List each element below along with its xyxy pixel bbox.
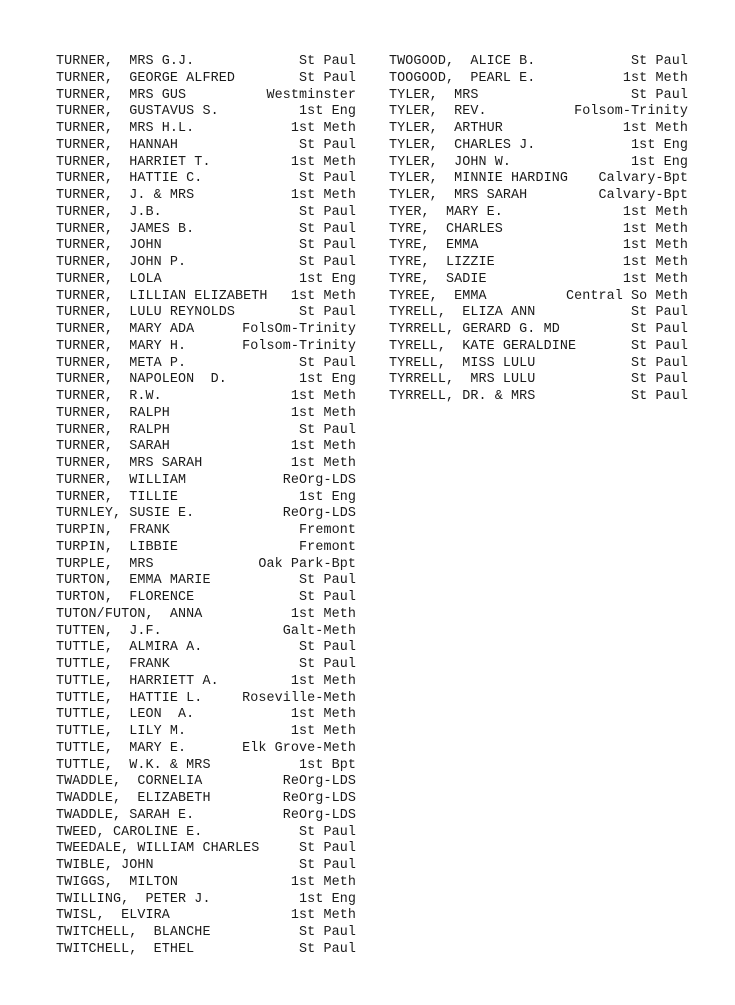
entry-church: St Paul — [631, 355, 688, 371]
entry-name: TURNER, LULU REYNOLDS — [56, 305, 235, 321]
list-item — [56, 523, 356, 540]
list-item — [56, 138, 356, 155]
entry-name: TUTTLE, HARRIETT A. — [56, 673, 219, 689]
entry-name: TURTON, FLORENCE — [56, 590, 195, 605]
list-item — [56, 155, 356, 172]
entry-name: TWEED, CAROLINE E. — [56, 824, 203, 840]
list-item — [56, 506, 356, 523]
list-item — [56, 356, 356, 373]
list-item — [56, 406, 356, 423]
list-item — [56, 657, 356, 674]
entry-church: St Paul — [299, 573, 356, 589]
list-item — [56, 121, 356, 138]
entry-name: TOOGOOD, PEARL E. — [389, 70, 536, 86]
list-item — [56, 54, 356, 71]
entry-name: TURNLEY, SUSIE E. — [56, 506, 195, 522]
entry-church: Folsom-Trinity — [574, 104, 688, 120]
entry-church: FolsOm-Trinity — [242, 322, 356, 337]
entry-church: 1st Eng — [299, 372, 356, 388]
entry-church: St Paul — [299, 137, 356, 153]
entry-church: 1st Eng — [299, 271, 356, 287]
list-item — [56, 322, 356, 339]
entry-name: TYRELL, MISS LULU — [389, 355, 536, 371]
list-item — [56, 624, 356, 641]
entry-name: TURNER, R.W. — [56, 389, 162, 404]
entry-church: St Paul — [299, 941, 356, 957]
entry-church: 1st Meth — [290, 707, 356, 723]
entry-name: TYLER, MRS — [389, 87, 479, 103]
entry-church: 1st Meth — [290, 874, 356, 890]
list-item — [389, 289, 688, 306]
entry-name: TURNER, MRS G.J. — [56, 54, 195, 69]
list-item — [56, 305, 356, 322]
list-item — [389, 138, 688, 155]
entry-name: TURNER, MARY H. — [56, 338, 187, 354]
list-item — [389, 238, 688, 255]
list-item — [56, 640, 356, 657]
entry-name: TUTTLE, ALMIRA A. — [56, 640, 203, 656]
entry-church: St Paul — [299, 657, 356, 672]
list-item — [56, 439, 356, 456]
entry-church: St Paul — [299, 171, 356, 187]
list-item — [389, 356, 688, 373]
entry-name: TWADDLE, ELIZABETH — [56, 791, 211, 806]
list-item — [56, 808, 356, 825]
list-item — [56, 339, 356, 356]
list-item — [56, 238, 356, 255]
entry-name: TYRE, SADIE — [389, 271, 487, 287]
entry-name: TURPLE, MRS — [56, 556, 154, 572]
entry-name: TURNER, HATTIE C. — [56, 171, 203, 187]
list-item — [389, 272, 688, 289]
entry-name: TWIGGS, MILTON — [56, 874, 179, 890]
list-item — [56, 590, 356, 607]
entry-church: Westminster — [266, 87, 356, 103]
list-item — [389, 188, 688, 205]
entry-name: TURNER, JOHN P. — [56, 255, 187, 270]
list-item — [56, 423, 356, 440]
entry-name: TYRE, LIZZIE — [389, 255, 495, 270]
entry-name: TYLER, ARTHUR — [389, 121, 503, 136]
entry-church: 1st Eng — [631, 154, 688, 170]
list-item — [56, 707, 356, 724]
entry-name: TYREE, EMMA — [389, 288, 487, 304]
list-item — [389, 255, 688, 272]
entry-church: St Paul — [299, 305, 356, 321]
entry-name: TWITCHELL, BLANCHE — [56, 925, 211, 940]
entry-church: St Paul — [631, 389, 688, 404]
entry-name: TURNER, WILLIAM — [56, 472, 187, 488]
entry-name: TURNER, MRS GUS — [56, 87, 187, 103]
list-item — [389, 322, 688, 339]
entry-name: TUTTLE, FRANK — [56, 657, 170, 672]
list-item — [56, 791, 356, 808]
entry-name: TURNER, HANNAH — [56, 137, 179, 153]
entry-church: St Paul — [299, 841, 356, 857]
entry-name: TURTON, EMMA MARIE — [56, 573, 211, 589]
entry-name: TUTTLE, LILY M. — [56, 724, 187, 739]
list-item — [56, 456, 356, 473]
entry-church: 1st Meth — [290, 154, 356, 170]
entry-name: TUTTLE, LEON A. — [56, 707, 195, 723]
entry-name: TURNER, JOHN — [56, 238, 162, 254]
list-item — [56, 389, 356, 406]
entry-name: TWILLING, PETER J. — [56, 891, 211, 907]
list-item — [56, 473, 356, 490]
list-item — [56, 774, 356, 791]
list-item — [56, 490, 356, 507]
list-item — [389, 389, 688, 406]
entry-church: Roseville-Meth — [242, 690, 356, 706]
entry-church: St Paul — [299, 640, 356, 656]
entry-name: TWADDLE, CORNELIA — [56, 774, 203, 790]
entry-church: 1st Meth — [290, 121, 356, 136]
entry-church: St Paul — [299, 925, 356, 940]
entry-name: TYRE, EMMA — [389, 238, 479, 254]
entry-name: TURNER, HARRIET T. — [56, 154, 211, 170]
entry-church: Fremont — [299, 523, 356, 538]
entry-church: 1st Meth — [290, 908, 356, 924]
entry-name: TYLER, MINNIE HARDING — [389, 171, 568, 187]
entry-church: St Paul — [631, 87, 688, 103]
entry-church: 1st Eng — [631, 137, 688, 153]
entry-church: 1st Meth — [622, 255, 688, 270]
entry-name: TYRELL, KATE GERALDINE — [389, 338, 577, 354]
entry-church: 1st Bpt — [299, 757, 356, 773]
entry-church: St Paul — [299, 355, 356, 371]
entry-name: TYER, MARY E. — [389, 204, 503, 220]
entry-name: TURNER, RALPH — [56, 405, 170, 421]
entry-church: 1st Eng — [299, 891, 356, 907]
entry-church: ReOrg-LDS — [282, 807, 356, 823]
entry-name: TURPIN, FRANK — [56, 523, 170, 538]
list-item — [389, 305, 688, 322]
entry-church: Fremont — [299, 539, 356, 555]
entry-church: St Paul — [299, 54, 356, 69]
list-item — [56, 88, 356, 105]
list-item — [56, 104, 356, 121]
entry-name: TUTTEN, J.F. — [56, 623, 162, 639]
entry-church: St Paul — [631, 305, 688, 321]
entry-church: 1st Meth — [290, 606, 356, 622]
entry-church: 1st Meth — [290, 456, 356, 471]
list-item — [56, 171, 356, 188]
list-item — [56, 557, 356, 574]
entry-church: St Paul — [299, 590, 356, 605]
list-item — [56, 875, 356, 892]
list-item — [56, 674, 356, 691]
entry-church: 1st Meth — [290, 724, 356, 739]
entry-name: TURNER, NAPOLEON D. — [56, 372, 227, 388]
entry-name: TURNER, J. & MRS — [56, 188, 195, 203]
list-item — [389, 54, 688, 71]
entry-church: 1st Meth — [622, 121, 688, 136]
entry-church: Calvary-Bpt — [598, 188, 688, 203]
entry-name: TWISL, ELVIRA — [56, 908, 170, 924]
list-item — [56, 188, 356, 205]
entry-church: St Paul — [299, 221, 356, 237]
list-item — [56, 741, 356, 758]
entry-church: 1st Meth — [290, 673, 356, 689]
list-item — [56, 289, 356, 306]
entry-church: St Paul — [299, 422, 356, 438]
entry-church: Central So Meth — [565, 288, 688, 304]
list-item — [389, 104, 688, 121]
entry-name: TWIBLE, JOHN — [56, 858, 154, 873]
list-item — [56, 691, 356, 708]
list-item — [56, 925, 356, 942]
list-item — [56, 841, 356, 858]
entry-church: St Paul — [631, 338, 688, 354]
entry-name: TURNER, GUSTAVUS S. — [56, 104, 219, 120]
list-item — [389, 222, 688, 239]
entry-name: TWADDLE, SARAH E. — [56, 807, 195, 823]
list-item — [56, 942, 356, 959]
entry-name: TUTTLE, HATTIE L. — [56, 690, 203, 706]
entry-church: 1st Meth — [290, 389, 356, 404]
entry-name: TURNER, LILLIAN ELIZABETH — [56, 288, 268, 304]
entry-name: TYLER, REV. — [389, 104, 487, 120]
list-item — [56, 908, 356, 925]
entry-name: TWEEDALE, WILLIAM CHARLES — [56, 841, 260, 857]
entry-church: ReOrg-LDS — [282, 472, 356, 488]
entry-name: TUTTLE, MARY E. — [56, 740, 187, 756]
entry-church: 1st Meth — [622, 238, 688, 254]
entry-church: St Paul — [299, 255, 356, 270]
list-item — [56, 71, 356, 88]
entry-church: 1st Eng — [299, 489, 356, 505]
entry-name: TURNER, MARY ADA — [56, 322, 195, 337]
entry-church: ReOrg-LDS — [282, 774, 356, 790]
list-item — [389, 88, 688, 105]
entry-name: TURNER, MRS H.L. — [56, 121, 195, 136]
entry-church: St Paul — [299, 858, 356, 873]
entry-name: TYRRELL, GERARD G. MD — [389, 322, 560, 337]
entry-name: TURNER, GEORGE ALFRED — [56, 70, 235, 86]
entry-church: 1st Meth — [290, 439, 356, 455]
entry-church: ReOrg-LDS — [282, 791, 356, 806]
list-item — [56, 724, 356, 741]
entry-name: TURNER, J.B. — [56, 204, 162, 220]
entry-name: TURNER, SARAH — [56, 439, 170, 455]
entry-name: TYRRELL, DR. & MRS — [389, 389, 536, 404]
entry-name: TURNER, META P. — [56, 355, 187, 371]
left-column — [56, 54, 356, 959]
entry-church: Galt-Meth — [282, 623, 356, 639]
list-item — [56, 758, 356, 775]
entry-church: St Paul — [299, 824, 356, 840]
entry-name: TURNER, TILLIE — [56, 489, 179, 505]
entry-church: 1st Eng — [299, 104, 356, 120]
list-item — [389, 121, 688, 138]
entry-church: St Paul — [299, 70, 356, 86]
list-item — [389, 155, 688, 172]
list-item — [56, 573, 356, 590]
entry-church: 1st Meth — [622, 271, 688, 287]
entry-church: ReOrg-LDS — [282, 506, 356, 522]
entry-name: TURNER, LOLA — [56, 271, 162, 287]
list-item — [56, 540, 356, 557]
entry-church: 1st Meth — [622, 204, 688, 220]
list-item — [56, 222, 356, 239]
entry-church: St Paul — [299, 238, 356, 254]
list-item — [56, 858, 356, 875]
entry-name: TURPIN, LIBBIE — [56, 539, 179, 555]
entry-name: TYRRELL, MRS LULU — [389, 372, 536, 388]
entry-name: TYLER, MRS SARAH — [389, 188, 528, 203]
entry-church: St Paul — [631, 54, 688, 69]
list-item — [56, 607, 356, 624]
entry-name: TUTTLE, W.K. & MRS — [56, 757, 211, 773]
entry-church: 1st Meth — [290, 188, 356, 203]
entry-church: St Paul — [631, 372, 688, 388]
list-item — [56, 825, 356, 842]
entry-church: Oak Park-Bpt — [258, 556, 356, 572]
entry-church: Calvary-Bpt — [598, 171, 688, 187]
entry-name: TURNER, MRS SARAH — [56, 456, 203, 471]
entry-name: TYLER, JOHN W. — [389, 154, 512, 170]
list-item — [56, 892, 356, 909]
entry-church: Elk Grove-Meth — [242, 740, 356, 756]
entry-church: St Paul — [299, 204, 356, 220]
entry-church: 1st Meth — [290, 288, 356, 304]
right-column — [389, 54, 688, 406]
list-item — [56, 205, 356, 222]
list-item — [389, 205, 688, 222]
list-item — [56, 272, 356, 289]
entry-name: TYRE, CHARLES — [389, 221, 503, 237]
entry-church: 1st Meth — [290, 405, 356, 421]
entry-name: TUTON/FUTON, ANNA — [56, 606, 203, 622]
entry-name: TWOGOOD, ALICE B. — [389, 54, 536, 69]
entry-name: TYLER, CHARLES J. — [389, 137, 536, 153]
entry-church: 1st Meth — [622, 221, 688, 237]
list-item — [389, 339, 688, 356]
list-item — [56, 255, 356, 272]
entry-name: TURNER, JAMES B. — [56, 221, 195, 237]
list-item — [389, 71, 688, 88]
list-item — [389, 372, 688, 389]
entry-church: 1st Meth — [622, 70, 688, 86]
entry-name: TURNER, RALPH — [56, 422, 170, 438]
list-item — [56, 372, 356, 389]
entry-church: St Paul — [631, 322, 688, 337]
entry-church: Folsom-Trinity — [242, 338, 356, 354]
list-item — [389, 171, 688, 188]
entry-name: TWITCHELL, ETHEL — [56, 941, 195, 957]
entry-name: TYRELL, ELIZA ANN — [389, 305, 536, 321]
